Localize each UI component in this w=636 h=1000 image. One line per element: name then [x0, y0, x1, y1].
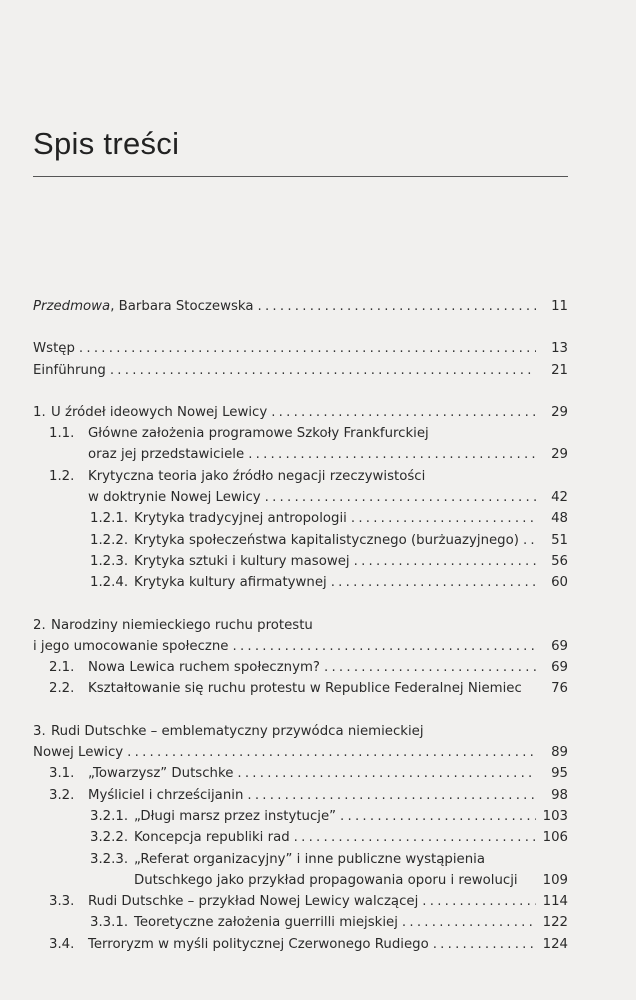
toc-entry-2-2[interactable] [33, 678, 568, 699]
toc-entry-3-2-3-cont[interactable] [33, 870, 568, 891]
entry-title: Narodziny niemieckiego ruchu protestu [51, 617, 313, 633]
entry-title: Wstęp [33, 341, 75, 357]
dot-leader [402, 912, 536, 933]
page-number: 103 [542, 808, 568, 824]
entry-number: 1.2.4. [90, 575, 129, 591]
page-number: 21 [551, 362, 568, 378]
dot-leader [294, 827, 536, 848]
toc-entry-chapter-2-cont[interactable] [33, 636, 568, 657]
page-number: 122 [542, 915, 568, 931]
page-number: 109 [542, 872, 568, 888]
dot-leader [354, 551, 536, 572]
page-number: 89 [551, 745, 568, 761]
entry-title: Rudi Dutschke – emblematyczny przywódca niemieckiej [51, 723, 424, 739]
page-number: 106 [542, 830, 568, 846]
page-number: 60 [551, 575, 568, 591]
entry-title: U źródeł ideowych Nowej Lewicy [51, 404, 268, 420]
toc-entry-1-2-3[interactable] [33, 551, 568, 572]
dot-leader [237, 763, 536, 784]
entry-number: 2.1. [49, 660, 75, 676]
page-number: 98 [551, 787, 568, 803]
toc-entry-3-2-3[interactable] [33, 849, 568, 870]
entry-title: Krytyczna teoria jako źródło negacji rzeczywistości [88, 468, 426, 484]
dot-leader [127, 742, 536, 763]
entry-number: 3.3.1. [90, 915, 129, 931]
dot-leader [110, 360, 536, 381]
toc-entry-preface[interactable] [33, 296, 568, 317]
page-number: 13 [551, 341, 568, 357]
toc-entry-chapter-3-cont[interactable] [33, 742, 568, 763]
entry-number: 1.2.3. [90, 553, 129, 569]
dot-leader [351, 508, 536, 529]
page-number: 29 [551, 404, 568, 420]
page-number: 76 [551, 681, 568, 697]
entry-title-cont: w doktrynie Nowej Lewicy [88, 490, 261, 506]
entry-number: 3.2.2. [90, 830, 129, 846]
entry-number: 1.2.1. [90, 511, 129, 527]
dot-leader [232, 636, 536, 657]
entry-number: 3.2.3. [90, 851, 129, 867]
page-title: Spis treści [33, 126, 180, 161]
toc-entry-1-2-4[interactable] [33, 572, 568, 593]
toc-entry-3-3[interactable] [33, 891, 568, 912]
toc-entry-wstep[interactable] [33, 338, 568, 359]
entry-number: 3.4. [49, 936, 75, 952]
toc-entry-3-2-2[interactable] [33, 827, 568, 848]
entry-title: Nowa Lewica ruchem społecznym? [88, 660, 320, 676]
dot-leader [523, 530, 536, 551]
entry-number: 3.1. [49, 766, 75, 782]
page-number: 95 [551, 766, 568, 782]
page-number: 69 [551, 638, 568, 654]
toc-entry-1-2[interactable] [33, 466, 568, 487]
dot-leader [247, 785, 536, 806]
page-number: 69 [551, 660, 568, 676]
toc-entry-chapter-3[interactable] [33, 721, 568, 742]
page-number: 48 [551, 511, 568, 527]
dot-leader [79, 338, 536, 359]
entry-title: Terroryzm w myśli politycznej Czerwonego Rudiego [88, 936, 429, 952]
dot-leader [265, 487, 536, 508]
entry-number: 1.1. [49, 426, 75, 442]
toc-entry-einfuhrung[interactable] [33, 360, 568, 381]
entry-title: „Referat organizacyjny” i inne publiczne wystąpienia [134, 851, 485, 867]
entry-number: 1.2.2. [90, 532, 129, 548]
entry-title: Teoretyczne założenia guerrilli miejskiej [134, 915, 398, 931]
toc-entry-1-1-cont[interactable] [33, 444, 568, 465]
page-number: 29 [551, 447, 568, 463]
page-number: 114 [542, 894, 568, 910]
entry-number: 3.2.1. [90, 808, 129, 824]
entry-title-cont: i jego umocowanie społeczne [33, 638, 229, 654]
dot-leader [433, 934, 536, 955]
entry-number: 2. [33, 617, 46, 633]
toc-entry-chapter-2[interactable] [33, 615, 568, 636]
toc-entry-1-2-1[interactable] [33, 508, 568, 529]
page-number: 11 [551, 299, 568, 314]
table-of-contents [33, 296, 568, 955]
dot-leader [271, 402, 536, 423]
toc-entry-1-2-cont[interactable] [33, 487, 568, 508]
dot-leader [422, 891, 536, 912]
entry-title-cont: Nowej Lewicy [33, 745, 124, 761]
dot-leader [248, 444, 536, 465]
dot-leader [324, 657, 536, 678]
toc-entry-1-2-2[interactable] [33, 530, 568, 551]
entry-title: Główne założenia programowe Szkoły Frankfurckiej [88, 426, 429, 442]
entry-title: Koncepcja republiki rad [134, 830, 290, 846]
entry-title: Krytyka społeczeństwa kapitalistycznego (burżuazyjnego) [134, 532, 519, 548]
toc-entry-3-3-1[interactable] [33, 912, 568, 933]
entry-number: 3. [33, 723, 46, 739]
entry-title: Myśliciel i chrześcijanin [88, 787, 244, 803]
entry-title: „Długi marsz przez instytucje” [134, 808, 337, 824]
entry-title: Rudi Dutschke – przykład Nowej Lewicy walczącej [88, 894, 419, 910]
entry-title: „Towarzysz” Dutschke [88, 766, 234, 782]
entry-number: 2.2. [49, 681, 75, 697]
page-number: 56 [551, 553, 568, 569]
entry-title-cont: Dutschkego jako przykład propagowania oporu i rewolucji [134, 872, 518, 888]
toc-entry-1-1[interactable] [33, 423, 568, 444]
toc-entry-2-1[interactable] [33, 657, 568, 678]
dot-leader [331, 572, 536, 593]
dot-leader [340, 806, 536, 827]
entry-title: Einführung [33, 362, 106, 378]
entry-number: 1.2. [49, 468, 75, 484]
entry-title-cont: oraz jej przedstawiciele [88, 447, 245, 463]
page-number: 42 [551, 490, 568, 506]
entry-number: 3.3. [49, 894, 75, 910]
entry-number: 3.2. [49, 787, 75, 803]
entry-title: Kształtowanie się ruchu protestu w Republice Federalnej Niemiec [88, 681, 522, 697]
toc-entry-chapter-1[interactable] [33, 402, 568, 423]
preface-label: Przedmowa [33, 299, 111, 314]
entry-title: Krytyka sztuki i kultury masowej [134, 553, 350, 569]
toc-entry-3-1[interactable] [33, 763, 568, 784]
page-number: 51 [551, 532, 568, 548]
preface-author: , Barbara Stoczewska [110, 299, 254, 314]
entry-number: 1. [33, 404, 46, 420]
dot-leader [258, 296, 536, 317]
toc-entry-3-2[interactable] [33, 785, 568, 806]
entry-title: Krytyka kultury afirmatywnej [134, 575, 327, 591]
toc-entry-3-4[interactable] [33, 934, 568, 955]
page-number: 124 [542, 936, 568, 952]
toc-entry-3-2-1[interactable] [33, 806, 568, 827]
entry-title: Krytyka tradycyjnej antropologii [134, 511, 347, 527]
title-rule [33, 176, 568, 177]
